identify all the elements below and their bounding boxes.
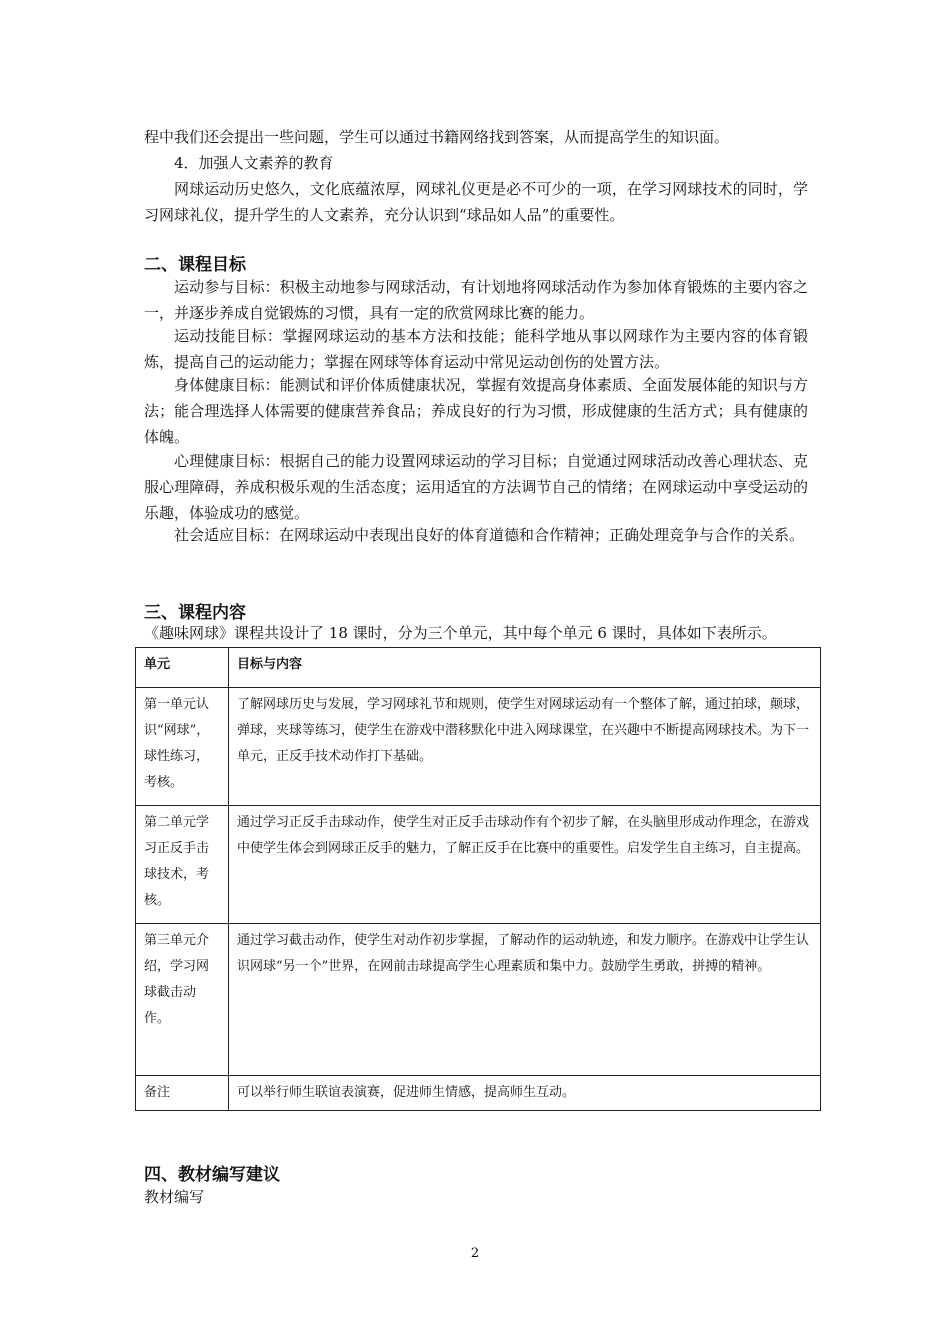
goal-mental: 心理健康目标：根据自己的能力设置网球运动的学习目标；自觉通过网球活动改善心理状态、克服心理障碍，养成积极乐观的生活态度；运用适宜的方法调节自己的情绪；在网球运动中享受运动的乐趣，体验成功的感觉。 xyxy=(144,452,808,522)
header-unit: 单元 xyxy=(136,648,229,688)
unit-cell: 第三单元介绍，学习网球截击动作。 xyxy=(136,924,229,1076)
table-row xyxy=(136,806,821,924)
item-4-body: 网球运动历史悠久，文化底蕴浓厚，网球礼仪更是必不可少的一项，在学习网球技术的同时，学习网球礼仪，提升学生的人文素养，充分认识到“球品如人品”的重要性。 xyxy=(144,180,808,224)
unit-cell: 第二单元学习正反手击球技术，考核。 xyxy=(136,806,229,924)
section-3-heading: 三、课程内容 xyxy=(144,603,246,623)
section-2-heading: 二、课程目标 xyxy=(144,255,246,275)
units-table xyxy=(135,647,821,1111)
section-4-body: 教材编写 xyxy=(144,1188,205,1206)
content-cell: 通过学习截击动作，使学生对动作初步掌握，了解动作的运动轨迹，和发力顺序。在游戏中让学生认识网球“另一个”世界，在网前击球提高学生心理素质和集中力。鼓励学生勇敢，拼搏的精神。 xyxy=(229,924,821,1076)
goal-skill: 运动技能目标：掌握网球运动的基本方法和技能；能科学地从事以网球作为主要内容的体育锻炼，提高自己的运动能力；掌握在网球等体育运动中常见运动创伤的处置方法。 xyxy=(144,327,808,371)
paragraph-continuation: 程中我们还会提出一些问题，学生可以通过书籍网络找到答案，从而提高学生的知识面。 xyxy=(144,128,730,146)
section-3-intro: 《趣味网球》课程共设计了 18 课时，分为三个单元，其中每个单元 6 课时，具体如下表所示。 xyxy=(144,624,777,642)
header-content: 目标与内容 xyxy=(229,648,821,688)
unit-cell: 备注 xyxy=(136,1076,229,1111)
content-cell: 了解网球历史与发展，学习网球礼节和规则，使学生对网球运动有一个整体了解，通过拍球，颠球，弹球，夹球等练习，使学生在游戏中潜移默化中进入网球课堂，在兴趣中不断提高网球技术。为下一单元，正反手技术动作打下基础。 xyxy=(229,688,821,806)
table-row xyxy=(136,688,821,806)
content-cell: 通过学习正反手击球动作，使学生对正反手击球动作有个初步了解，在头脑里形成动作理念，在游戏中使学生体会到网球正反手的魅力，了解正反手在比赛中的重要性。启发学生自主练习，自主提高。 xyxy=(229,806,821,924)
section-4-heading: 四、教材编写建议 xyxy=(144,1165,280,1185)
content-cell: 可以举行师生联谊表演赛，促进师生情感，提高师生互动。 xyxy=(229,1076,821,1111)
unit-cell: 第一单元认识“网球”，球性练习，考核。 xyxy=(136,688,229,806)
goal-physical: 身体健康目标：能测试和评价体质健康状况，掌握有效提高身体素质、全面发展体能的知识与方法；能合理选择人体需要的健康营养食品；养成良好的行为习惯，形成健康的生活方式；具有健康的体魄。 xyxy=(144,376,808,446)
table-row xyxy=(136,924,821,1076)
item-4-title: 4．加强人文素养的教育 xyxy=(174,154,334,172)
goal-social: 社会适应目标：在网球运动中表现出良好的体育道德和合作精神；正确处理竞争与合作的关系。 xyxy=(174,526,805,544)
table-header-row xyxy=(136,648,821,688)
page-number: 2 xyxy=(470,1246,480,1261)
goal-participation: 运动参与目标：积极主动地参与网球活动，有计划地将网球活动作为参加体育锻炼的主要内容之一，并逐步养成自觉锻炼的习惯，具有一定的欣赏网球比赛的能力。 xyxy=(144,278,808,322)
table-row xyxy=(136,1076,821,1111)
